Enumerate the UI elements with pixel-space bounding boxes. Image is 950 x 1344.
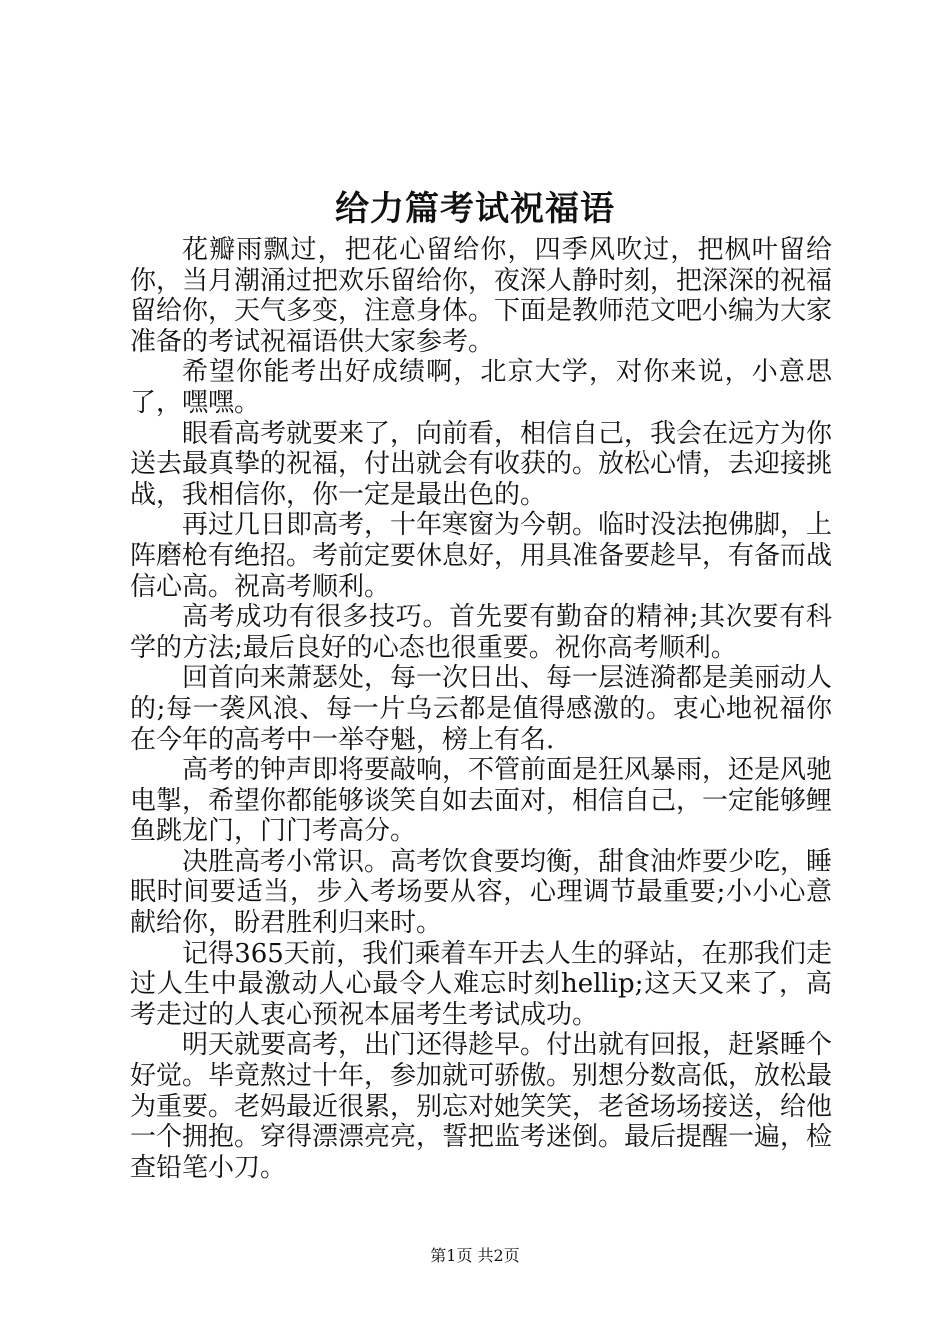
paragraph-2: 希望你能考出好成绩啊，北京大学，对你来说，小意思了，嘿嘿。 — [130, 357, 832, 418]
document-body — [130, 235, 832, 1183]
paragraph-3: 眼看高考就要来了，向前看，相信自己，我会在远方为你送去最真挚的祝福，付出就会有收获的。放松心情，去迎接挑战，我相信你，你一定是最出色的。 — [130, 418, 833, 510]
paragraph-6: 回首向来萧瑟处，每一次日出、每一层涟漪都是美丽动人的;每一袭风浪、每一片乌云都是值得感激的。衷心地祝福你在今年的高考中一举夺魁，榜上有名. — [130, 663, 833, 755]
paragraph-4: 再过几日即高考，十年寒窗为今朝。临时没法抱佛脚，上阵磨枪有绝招。考前定要休息好，用具准备要趁早，有备而战信心高。祝高考顺利。 — [130, 510, 833, 602]
paragraph-5: 高考成功有很多技巧。首先要有勤奋的精神;其次要有科学的方法;最后良好的心态也很重要。祝你高考顺利。 — [130, 602, 832, 663]
document-title: 给力篇考试祝福语 — [335, 189, 615, 229]
paragraph-8: 决胜高考小常识。高考饮食要均衡，甜食油炸要少吃，睡眠时间要适当，步入考场要从容，心理调节最重要;小小心意献给你，盼君胜利归来时。 — [130, 846, 833, 939]
paragraph-10: 明天就要高考，出门还得趁早。付出就有回报，赶紧睡个好觉。毕竟熬过十年，参加就可骄傲。别想分数高低，放松最为重要。老妈最近很累，别忘对她笑笑，老爸场场接送，给他一个拥抱。穿得漂漂亮亮，誓把监考迷倒。最后提醒一遍，检查铅笔小刀。 — [130, 1030, 833, 1183]
page-footer: 第1页 共2页 — [430, 1246, 520, 1265]
paragraph-9: 记得365天前，我们乘着车开去人生的驿站，在那我们走过人生中最激动人心最令人难忘时刻hellip;这天又来了，高考走过的人衷心预祝本届考生考试成功。 — [130, 938, 832, 1030]
paragraph-1: 花瓣雨飘过，把花心留给你，四季风吹过，把枫叶留给你，当月潮涌过把欢乐留给你，夜深人静时刻，把深深的祝福留给你，天气多变，注意身体。下面是教师范文吧小编为大家准备的考试祝福语供大家参考。 — [130, 235, 833, 357]
paragraph-7: 高考的钟声即将要敲响，不管前面是狂风暴雨，还是风驰电掣，希望你都能够谈笑自如去面对，相信自己，一定能够鲤鱼跳龙门，门门考高分。 — [130, 755, 833, 847]
